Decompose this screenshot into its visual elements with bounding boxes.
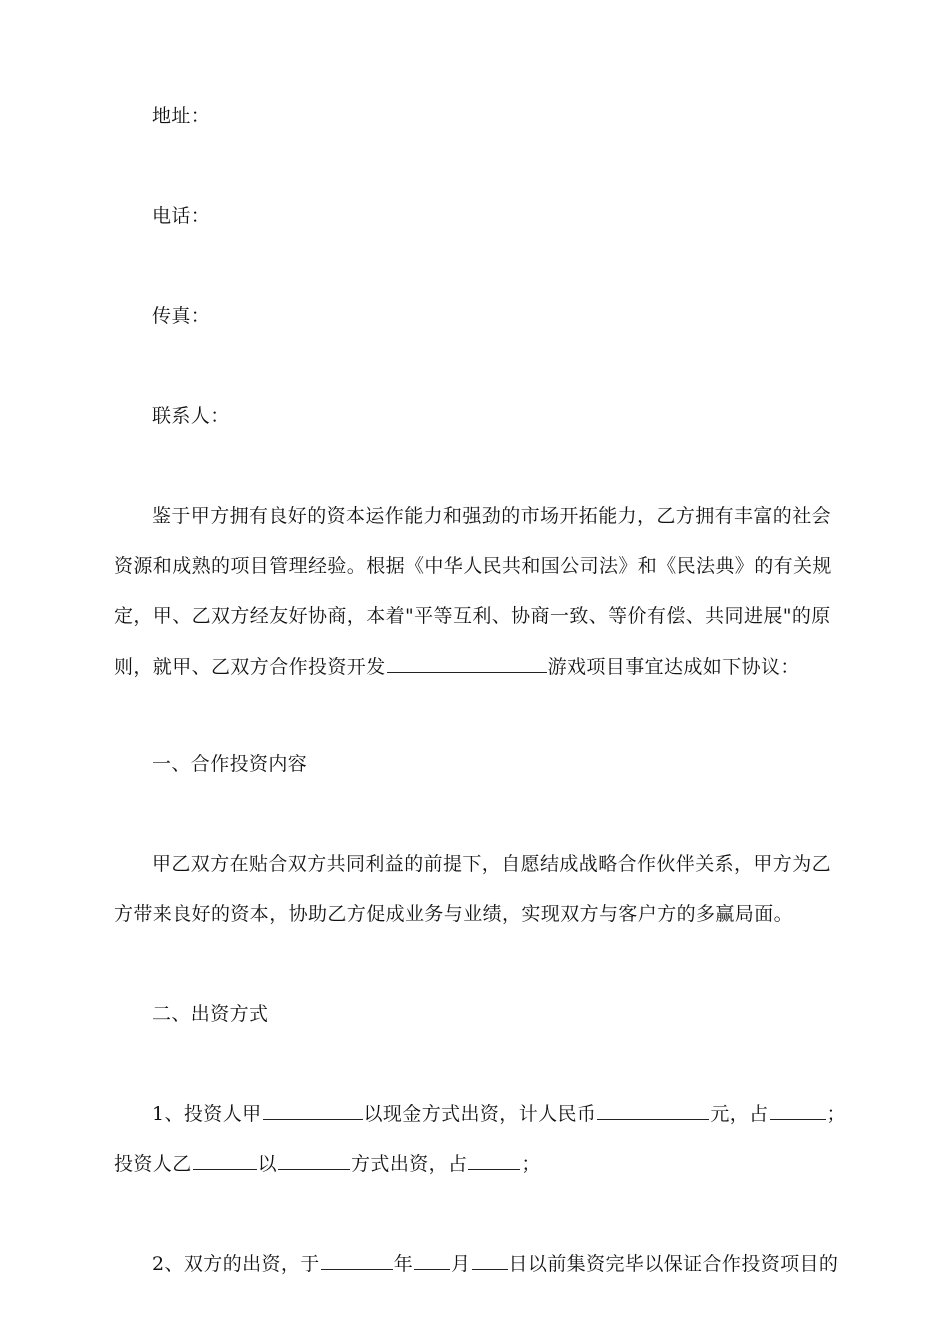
year-blank[interactable] (321, 1251, 393, 1270)
clause-text: 以 (257, 1153, 278, 1175)
clause-text: 元，占 (710, 1103, 769, 1125)
investment-clause-2 (152, 1251, 844, 1276)
section-heading: 二、出资方式 (152, 1003, 269, 1025)
clause-line (114, 1151, 844, 1176)
clause-text: 2、双方的出资，于 (152, 1253, 320, 1275)
investor-b-blank[interactable] (193, 1151, 257, 1170)
clause-text: 日以前集资完毕以保证合作投资项目的 (508, 1253, 839, 1275)
amount-blank[interactable] (597, 1101, 709, 1120)
section1-line: 方带来良好的资本，协助乙方促成业务与业绩，实现双方与客户方的多赢局面。 (114, 903, 794, 925)
section-heading: 一、合作投资内容 (152, 753, 308, 775)
phone-label: 电话： (152, 205, 211, 227)
clause-line (152, 1101, 844, 1126)
preamble-line (114, 654, 844, 679)
investor-a-blank[interactable] (263, 1101, 363, 1120)
clause-text: 投资人乙 (114, 1153, 192, 1175)
preamble-line: 资源和成熟的项目管理经验。根据《中华人民共和国公司法》和《民法典》的有关规 (114, 555, 832, 577)
preamble-text: 游戏项目事宜达成如下协议： (547, 656, 800, 678)
share-b-blank[interactable] (468, 1151, 520, 1170)
preamble-line: 鉴于甲方拥有良好的资本运作能力和强劲的市场开拓能力，乙方拥有丰富的社会 (152, 505, 832, 527)
address-label: 地址： (152, 105, 211, 127)
month-blank[interactable] (414, 1251, 450, 1270)
fax-label: 传真： (152, 305, 211, 327)
clause-text: 方式出资，占 (351, 1153, 468, 1175)
clause-text: 月 (451, 1253, 471, 1275)
preamble-text: 则，就甲、乙双方合作投资开发 (114, 656, 386, 678)
method-blank[interactable] (278, 1151, 350, 1170)
day-blank[interactable] (472, 1251, 508, 1270)
clause-text: 年 (393, 1253, 414, 1275)
section1-line: 甲乙双方在贴合双方共同利益的前提下，自愿结成战略合作伙伴关系，甲方为乙 (152, 853, 832, 875)
project-name-blank[interactable] (387, 654, 547, 673)
clause-text: ； (826, 1103, 846, 1125)
clause-text: 1、投资人甲 (152, 1103, 262, 1125)
preamble-line: 定，甲、乙双方经友好协商，本着"平等互利、协商一致、等价有偿、共同进展"的原 (114, 605, 831, 627)
share-a-blank[interactable] (770, 1101, 826, 1120)
clause-text: 以现金方式出资，计人民币 (363, 1103, 597, 1125)
contact-person-label: 联系人： (152, 405, 230, 427)
clause-text: ； (521, 1153, 541, 1175)
